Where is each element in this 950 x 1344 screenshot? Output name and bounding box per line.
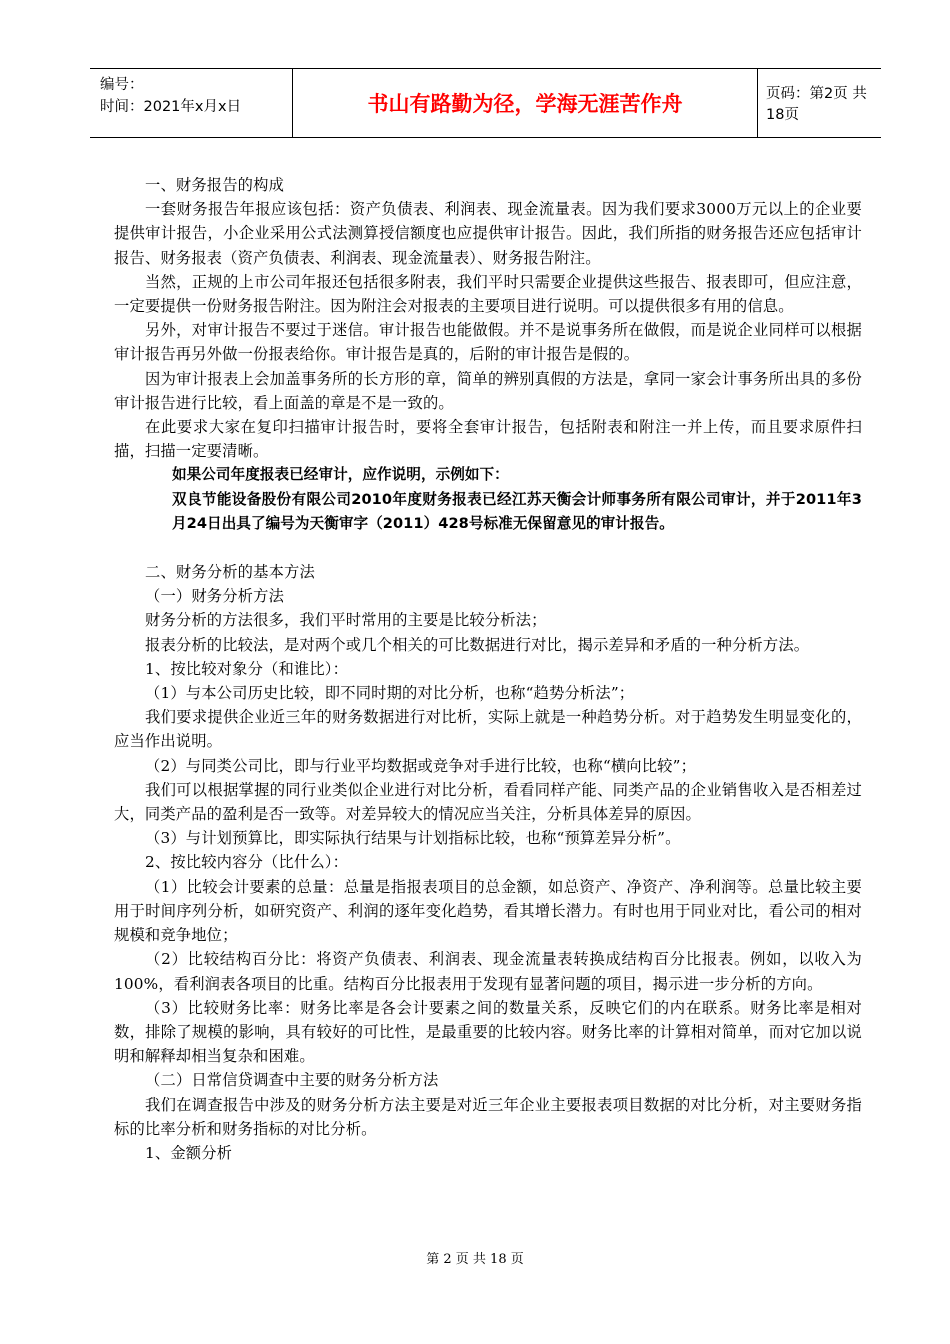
- document-header: [90, 68, 881, 138]
- header-motto: 书山有路勤为径，学海无涯苦作舟: [292, 69, 758, 137]
- list-item: （3）与计划预算比，即实际执行结果与计划指标比较，也称“预算差异分析”。: [145, 829, 681, 848]
- paragraph: 我们要求提供企业近三年的财务数据进行对比析，实际上就是一种趋势分析。对于趋势发生明显变化的，应当作出说明。: [114, 708, 862, 751]
- paragraph: 另外，对审计报告不要过于迷信。审计报告也能做假。并不是说事务所在做假，而是说企业同样可以根据审计报告再另外做一份报表给你。审计报告是真的，后附的审计报告是假的。: [114, 321, 862, 364]
- paragraph: 财务分析的方法很多，我们平时常用的主要是比较分析法；: [145, 611, 547, 630]
- list-item: （3）比较财务比率：财务比率是各会计要素之间的数量关系，反映它们的内在联系。财务比率是相对数，排除了规模的影响，具有较好的可比性，是最重要的比较内容。财务比率的计算相对简单，而对它加以说明和解释却相当复杂和困难。: [114, 998, 862, 1066]
- example-text: 双良节能设备股份有限公司2010年度财务报表已经江苏天衡会计师事务所有限公司审计，并于2011年3月24日出具了编号为天衡审字（2011）428号标准无保留意见的审计报告。: [172, 490, 862, 532]
- list-item: （1）与本公司历史比较，即不同时期的对比分析，也称“趋势分析法”；: [145, 684, 635, 703]
- subsection-heading: （二）日常信贷调查中主要的财务分析方法: [145, 1071, 439, 1090]
- paragraph: 一套财务报告年报应该包括：资产负债表、利润表、现金流量表。因为我们要求3000万元以上的企业要提供审计报告，小企业采用公式法测算授信额度也应提供审计报告。因此，我们所指的财务报告还应包括审计报告、财务报表（资产负债表、利润表、现金流量表）、财务报告附注。: [114, 200, 862, 267]
- paragraph: 我们在调查报告中涉及的财务分析方法主要是对近三年企业主要报表项目数据的对比分析，对主要财务指标的比率分析和财务指标的对比分析。: [114, 1095, 862, 1138]
- list-heading: 1、按比较对象分（和谁比）：: [145, 659, 349, 678]
- paragraph: 在此要求大家在复印扫描审计报告时，要将全套审计报告，包括附表和附注一并上传，而且要求原件扫描，扫描一定要清晰。: [114, 418, 862, 461]
- section-heading: 二、财务分析的基本方法: [145, 563, 315, 582]
- paragraph: 当然，正规的上市公司年报还包括很多附表，我们平时只需要企业提供这些报告、报表即可，但应注意，一定要提供一份财务报告附注。因为附注会对报表的主要项目进行说明。可以提供很多有用的信息。: [114, 272, 862, 316]
- section-heading: 一、财务报告的构成: [145, 176, 285, 194]
- header-page-number: 页码：第2页 共18页: [766, 86, 867, 123]
- list-heading: 1、金额分析: [145, 1143, 233, 1162]
- subsection-heading: （一）财务分析方法: [145, 587, 285, 606]
- list-item: （2）比较结构百分比：将资产负债表、利润表、现金流量表转换成结构百分比报表。例如，以收入为100%，看利润表各项目的比重。结构百分比报表用于发现有显著问题的项目，揭示进一步分析的方向。: [114, 950, 862, 993]
- paragraph: 因为审计报表上会加盖事务所的长方形的章，简单的辨别真假的方法是，拿同一家会计事务所出具的多份审计报告进行比较，看上面盖的章是不是一致的。: [114, 369, 862, 412]
- example-heading: 如果公司年度报表已经审计，应作说明，示例如下：: [172, 466, 509, 484]
- header-meta: [90, 69, 292, 137]
- paragraph: 我们可以根据掌握的同行业类似企业进行对比分析，看看同样产能、同类产品的企业销售收入是否相差过大，同类产品的盈利是否一致等。对差异较大的情况应当关注，分析具体差异的原因。: [114, 780, 862, 824]
- serial-label: 编号：: [100, 77, 144, 93]
- list-item: （2）与同类公司比，即与行业平均数据或竞争对手进行比较，也称“横向比较”；: [145, 756, 697, 775]
- document-body: [114, 173, 862, 1165]
- date-label: 时间：2021年x月x日: [100, 99, 242, 115]
- list-heading: 2、按比较内容分（比什么）：: [145, 853, 349, 872]
- list-item: （1）比较会计要素的总量：总量是指报表项目的总金额，如总资产、净资产、净利润等。总量比较主要用于时间序列分析，如研究资产、利润的逐年变化趋势，看其增长潜力。有时也用于同业对比，看公司的相对规模和竞争地位；: [114, 877, 862, 945]
- paragraph: 报表分析的比较法，是对两个或几个相关的可比数据进行对比，揭示差异和矛盾的一种分析方法。: [145, 635, 810, 654]
- page-footer: 第 2 页 共 18 页: [426, 1252, 524, 1267]
